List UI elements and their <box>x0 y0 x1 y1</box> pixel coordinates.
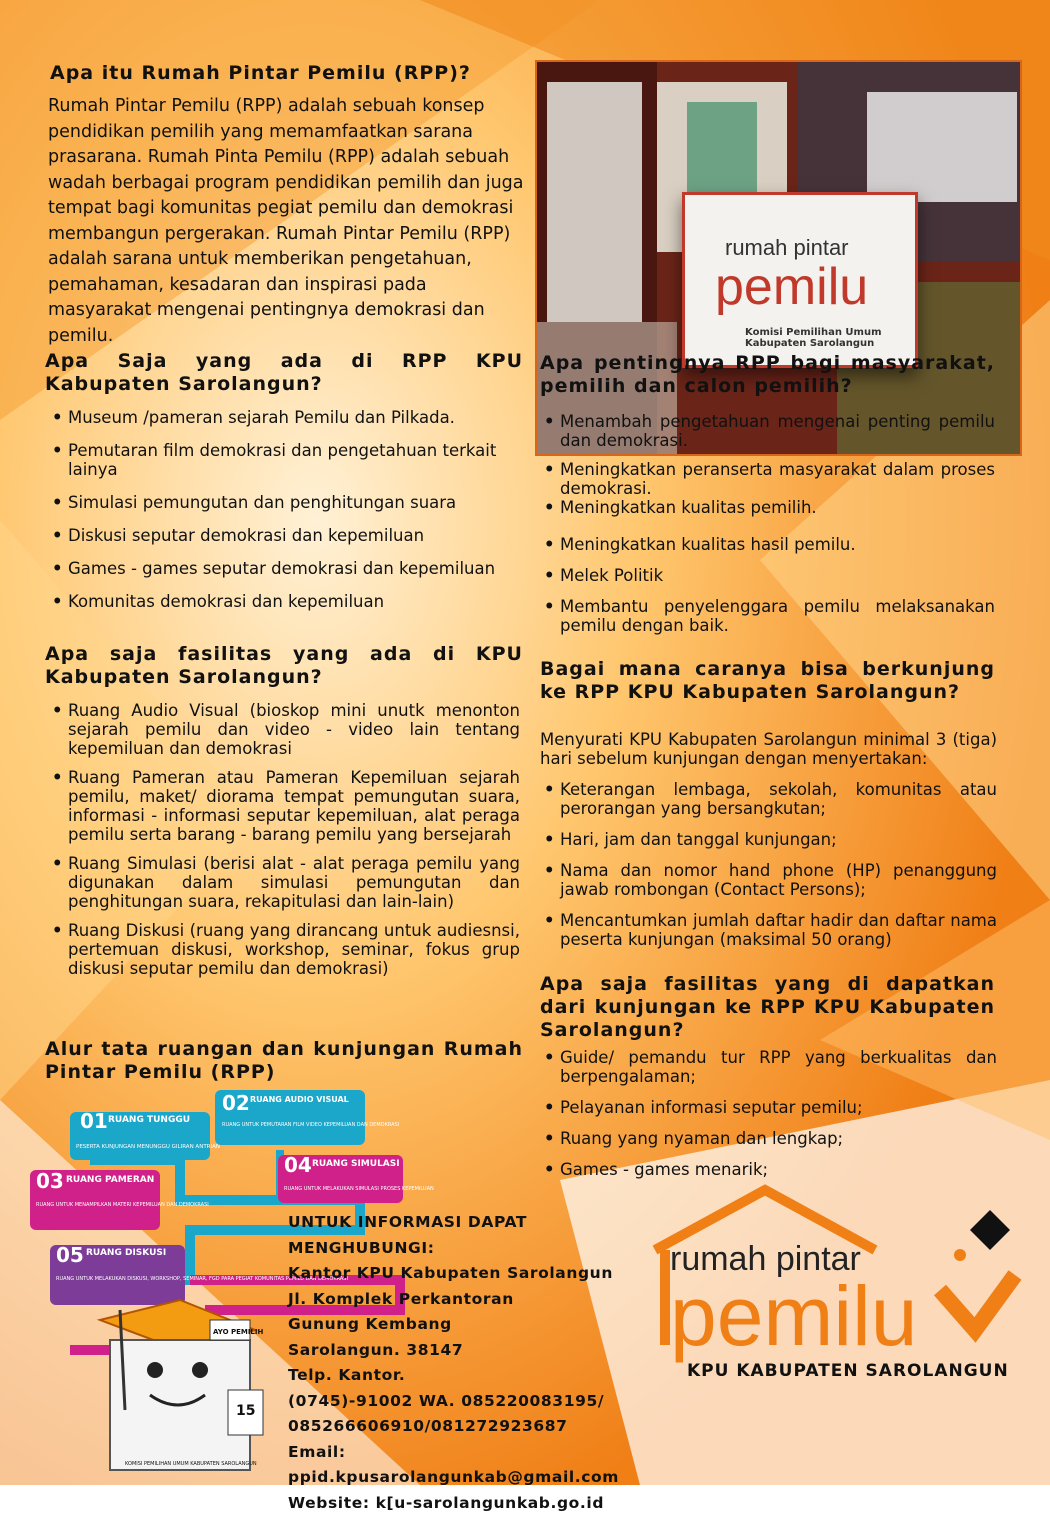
visit-list <box>540 780 997 949</box>
importance-list <box>540 412 995 635</box>
flow-step-01 <box>70 1109 220 1160</box>
benefits-title: Apa saja fasilitas yang di dapatkan dari kunjungan ke RPP KPU Kabupaten Sarolangun? <box>540 973 995 1042</box>
list-item: • Games - games menarik; <box>540 1160 997 1179</box>
importance-title: Apa pentingnya RPP bagi masyarakat, pemilih dan calon pemilih? <box>540 352 995 398</box>
step-name: RUANG PAMERAN <box>66 1175 154 1185</box>
intro-body: Rumah Pintar Pemilu (RPP) adalah sebuah konsep pendidikan pemilih yang memamfaatkan sarana prasarana. Rumah Pinta Pemilu (RPP) adalah sebuah wadah berbagai program pendidikan pemilih dan juga tempat bagi komunitas pegiat pemilu dan demokrasi membangun pergerakan. Rumah Pintar Pemilu (RPP) adalah sarana untuk memberikan pengetahuan, pemahaman, kesadaran dan inspirasi pada masyarakat mengenai pentingnya demokrasi dan pemilu. <box>48 94 533 340</box>
list-item: • Menambah pengetahuan mengenai penting pemilu dan demokrasi. <box>540 412 995 450</box>
step-name: RUANG DISKUSI <box>86 1248 166 1258</box>
step-name: RUANG SIMULASI <box>312 1159 400 1169</box>
list-item: • Melek Politik <box>540 566 995 585</box>
list-item: • Pemutaran film demokrasi dan pengetahuan terkait lainya <box>48 441 526 479</box>
list-item: • Meningkatkan kualitas pemilih. <box>540 498 995 517</box>
flow-step-02 <box>215 1090 399 1145</box>
step-desc: RUANG UNTUK MENAMPILKAN MATERI KEPEMILUAN DAN DEMOKRASI <box>36 1202 209 1208</box>
what-list <box>48 408 526 611</box>
visit-title: Bagai mana caranya bisa berkunjung ke RPP KPU Kabupaten Sarolangun? <box>540 658 995 704</box>
step-number: 05 <box>56 1243 84 1267</box>
list-item: • Ruang Audio Visual (bioskop mini unutk menonton sejarah pemilu dan video - video lain tentang kepemiluan dan demokrasi <box>48 701 520 758</box>
contact-line: Telp. Kantor. <box>288 1363 678 1389</box>
step-number: 02 <box>222 1091 250 1115</box>
logo-line1: rumah pintar <box>670 1240 861 1278</box>
logo-diamond-icon <box>970 1210 1010 1250</box>
step-number: 01 <box>80 1109 108 1133</box>
step-desc: RUANG UNTUK PEMUTARAN FILM VIDEO KEPEMILUAN DAN DEMOKRASI <box>222 1122 399 1128</box>
contact-line: Sarolangun. 38147 <box>288 1338 678 1364</box>
contact-heading: UNTUK INFORMASI DAPAT MENGHUBUNGI: <box>288 1210 678 1261</box>
step-desc: RUANG UNTUK MELAKUKAN SIMULASI PROSES KEPEMILUAN <box>284 1186 434 1192</box>
contact-line: 085266606910/081272923687 <box>288 1414 678 1440</box>
benefits-list <box>540 1048 997 1179</box>
list-item: • Hari, jam dan tanggal kunjungan; <box>540 830 997 849</box>
list-item: • Ruang Diskusi (ruang yang dirancang untuk audiesnsi, pertemuan diskusi, workshop, seminar, fokus grup diskusi seputar pemilu dan demokrasi) <box>48 921 520 978</box>
facilities-title: Apa saja fasilitas yang ada di KPU Kabupaten Sarolangun? <box>45 643 523 689</box>
mascot-date: 15 <box>236 1403 255 1419</box>
flow-title: Alur tata ruangan dan kunjungan Rumah Pintar Pemilu (RPP) <box>45 1038 523 1084</box>
sign-line2: pemilu <box>715 257 868 317</box>
contact-line: Jl. Komplek Perkantoran <box>288 1287 678 1313</box>
what-title: Apa Saja yang ada di RPP KPU Kabupaten Sarolangun? <box>45 350 523 396</box>
contact-line: Gunung Kembang <box>288 1312 678 1338</box>
list-item: • Nama dan nomor hand phone (HP) penanggung jawab rombongan (Contact Persons); <box>540 861 997 899</box>
list-item: • Games - games seputar demokrasi dan kepemiluan <box>48 559 526 578</box>
contact-block <box>288 1210 678 1516</box>
contact-email[interactable]: Email: ppid.kpusarolangunkab@gmail.com <box>288 1440 678 1491</box>
contact-line: (0745)-91002 WA. 085220083195/ <box>288 1389 678 1415</box>
step-name: RUANG TUNGGU <box>108 1115 190 1125</box>
rpp-sign <box>682 192 918 368</box>
list-item: • Ruang Simulasi (berisi alat - alat peraga pemilu yang digunakan dalam simulasi pemungutan dan penghitungan suara, rekapitulasi dan lain-lain) <box>48 854 520 911</box>
mascot-sign-text: AYO PEMILIH <box>213 1328 264 1336</box>
contact-line: Kantor KPU Kabupaten Sarolangun <box>288 1261 678 1287</box>
step-name: RUANG AUDIO VISUAL <box>250 1095 349 1104</box>
list-item: • Ruang yang nyaman dan lengkap; <box>540 1129 997 1148</box>
contact-website[interactable]: Website: k[u-sarolangunkab.go.id <box>288 1491 678 1516</box>
logo-line3: KPU KABUPATEN SAROLANGUN <box>687 1361 1009 1381</box>
intro-title: Apa itu Rumah Pintar Pemilu (RPP)? <box>50 62 530 85</box>
list-item: • Komunitas demokrasi dan kepemiluan <box>48 592 526 611</box>
list-item: • Mencantumkan jumlah daftar hadir dan daftar nama peserta kunjungan (maksimal 50 orang) <box>540 911 997 949</box>
sign-line1: rumah pintar <box>725 235 849 261</box>
step-desc: PESERTA KUNJUNGAN MENUNGGU GILIRAN ANTRIAN <box>76 1144 220 1150</box>
facilities-list <box>48 701 520 978</box>
list-item: • Guide/ pemandu tur RPP yang berkualitas dan berpengalaman; <box>540 1048 997 1086</box>
logo-line2: pemilu <box>670 1269 917 1363</box>
rpp-logo <box>645 1180 1035 1390</box>
mascot-caption: KOMISI PEMILIHAN UMUM KABUPATEN SAROLANGUN <box>125 1461 257 1467</box>
step-number: 03 <box>36 1169 64 1193</box>
ballot-box-mascot <box>100 1300 264 1470</box>
list-item: • Meningkatkan peranserta masyarakat dalam proses demokrasi. <box>540 460 995 498</box>
list-item: • Museum /pameran sejarah Pemilu dan Pilkada. <box>48 408 526 427</box>
sign-line3: Komisi Pemilihan Umum Kabupaten Sarolangun <box>745 327 905 349</box>
list-item: • Ruang Pameran atau Pameran Kepemiluan sejarah pemilu, maket/ diorama tempat pemungutan suara, informasi - informasi seputar kepemiluan, alat peraga pemilu serta barang - barang pemilu yang bersejarah <box>48 768 520 844</box>
list-item: • Membantu penyelenggara pemilu melaksanakan pemilu dengan baik. <box>540 597 995 635</box>
list-item: • Simulasi pemungutan dan penghitungan suara <box>48 493 526 512</box>
list-item: • Diskusi seputar demokrasi dan kepemiluan <box>48 526 526 545</box>
step-desc: RUANG UNTUK MELAKUKAN DISKUSI, WORKSHOP, SEMINAR, FGD PARA PEGIAT KOMUNITAS PEMILU DAN DEMOKRASI <box>56 1276 348 1282</box>
list-item: • Pelayanan informasi seputar pemilu; <box>540 1098 997 1117</box>
visit-intro: Menyurati KPU Kabupaten Sarolangun minimal 3 (tiga) hari sebelum kunjungan dengan menyertakan: <box>540 730 997 768</box>
list-item: • Keterangan lembaga, sekolah, komunitas atau perorangan yang bersangkutan; <box>540 780 997 818</box>
step-number: 04 <box>284 1153 312 1177</box>
list-item: • Meningkatkan kualitas hasil pemilu. <box>540 535 995 554</box>
